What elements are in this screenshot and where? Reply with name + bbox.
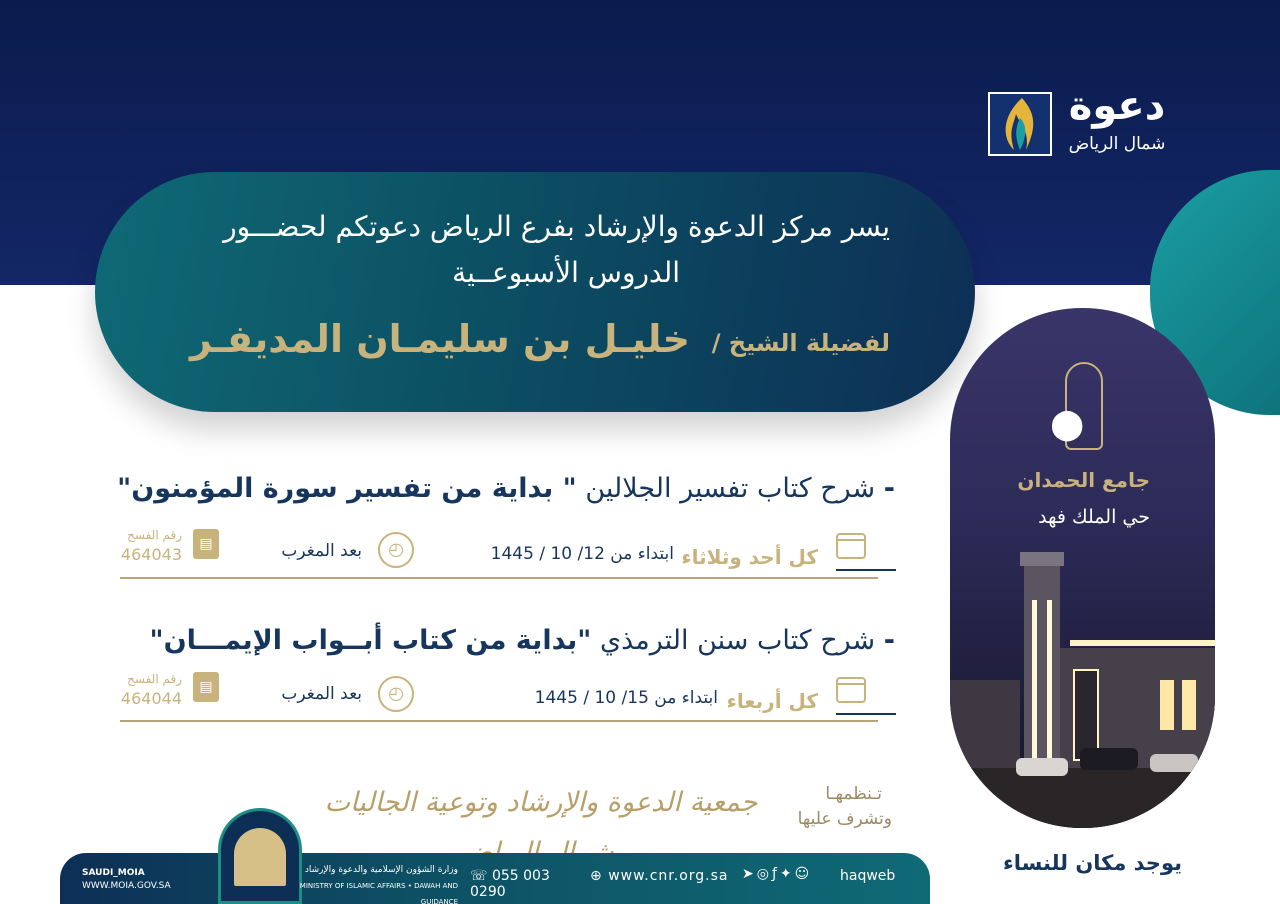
location-pin-icon: ⬤ xyxy=(1050,407,1084,442)
snapchat-icon[interactable]: ☺ xyxy=(794,866,813,882)
ministry-name-ar: وزارة الشؤون الإسلامية والدعوة والإرشاد xyxy=(304,865,458,875)
twitter-icon[interactable]: ✦ xyxy=(779,866,795,882)
lesson-highlight: "بداية من كتاب أبــواب الإيمـــان" xyxy=(149,625,592,656)
bullet-dash: - xyxy=(883,625,895,656)
lesson-day: كل أربعاء xyxy=(726,689,818,713)
ministry-website[interactable]: WWW.MOIA.GOV.SA xyxy=(82,881,171,891)
divider xyxy=(120,577,878,579)
permit-number: 464044 xyxy=(120,689,182,708)
clock-icon: ◴ xyxy=(378,676,414,712)
calendar-icon xyxy=(836,533,866,559)
website-link[interactable]: ⊕ www.cnr.org.sa xyxy=(590,868,729,884)
website-text: www.cnr.org.sa xyxy=(608,868,729,884)
divider-accent xyxy=(836,569,896,571)
ministry-handle: SAUDI_MOIA xyxy=(82,868,145,878)
lesson-title xyxy=(105,470,895,508)
social-icons[interactable] xyxy=(742,866,842,882)
permit-document-icon: ▤ xyxy=(193,672,219,702)
permit-document-icon: ▤ xyxy=(193,529,219,559)
ministry-name-en: MINISTRY OF ISLAMIC AFFAIRS • DAWAH AND GUIDANCE xyxy=(299,882,458,904)
logo-wordmark: دعوة xyxy=(1068,83,1166,129)
lesson-start-date: ابتداء من 15/ 10 / 1445 xyxy=(534,688,718,708)
organizer-label: تـنظمهـا xyxy=(825,784,882,804)
flame-logo-icon xyxy=(988,92,1052,156)
phone-text: 055 003 0290 xyxy=(470,868,550,900)
sheikh-prefix: لفضيلة الشيخ / xyxy=(711,329,890,357)
telegram-icon[interactable]: ➤ xyxy=(742,866,757,882)
clock-icon: ◴ xyxy=(378,532,414,568)
organizer-calligraphy: جمعية الدعوة والإرشاد وتوعية الجاليات xyxy=(324,787,758,818)
lesson-book: شرح كتاب تفسير الجلالين xyxy=(585,473,876,504)
logo-subtitle: شمال الرياض xyxy=(1068,134,1166,154)
lesson-book: شرح كتاب سنن الترمذي xyxy=(599,625,876,656)
lesson-highlight: " بداية من تفسير سورة المؤمنون" xyxy=(117,473,577,504)
mosque-photo xyxy=(950,530,1215,828)
sheikh-name: خليـل بن سليمـان المديفـر xyxy=(190,317,690,361)
lesson-time: بعد المغرب xyxy=(281,684,362,704)
lesson-title xyxy=(105,622,895,660)
mosque-district: حي الملك فهد xyxy=(1038,506,1150,528)
phone-number[interactable]: ☏ 055 003 0290 xyxy=(470,868,550,900)
social-handle[interactable]: haqweb xyxy=(840,868,896,884)
calendar-icon xyxy=(836,677,866,703)
permit-label: رقم الفسح xyxy=(127,672,182,686)
lesson-start-date: ابتداء من 12/ 10 / 1445 xyxy=(490,544,674,564)
mosque-name: جامع الحمدان xyxy=(1017,468,1150,492)
bullet-dash: - xyxy=(883,473,895,504)
divider-accent xyxy=(836,713,896,715)
lesson-time: بعد المغرب xyxy=(281,541,362,561)
invitation-line-2: الدروس الأسبوعــية xyxy=(452,256,680,289)
divider xyxy=(120,720,878,722)
ministry-emblem-icon xyxy=(234,828,286,886)
lesson-day: كل أحد وثلاثاء xyxy=(681,545,818,569)
invitation-line-1: يسر مركز الدعوة والإرشاد بفرع الرياض دعوتكم لحضـــور xyxy=(223,210,890,243)
instagram-icon[interactable]: ◎ xyxy=(756,866,772,882)
permit-number: 464043 xyxy=(120,545,182,564)
women-section-note: يوجد مكان للنساء xyxy=(1003,851,1182,875)
permit-label: رقم الفسح xyxy=(127,528,182,542)
facebook-icon[interactable]: ƒ xyxy=(771,866,780,882)
organizer-label-2: وتشرف عليها xyxy=(797,809,892,829)
